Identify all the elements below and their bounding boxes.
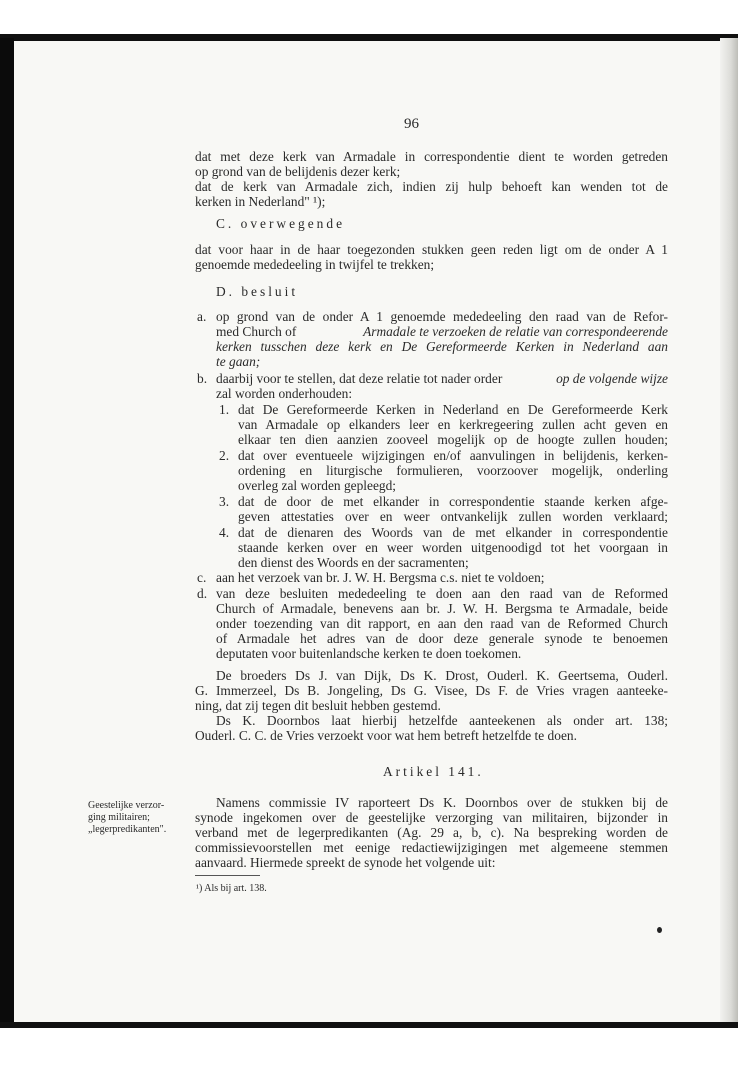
list-label: d. <box>197 586 208 601</box>
text-line: elkaar ten dien aanzien zooveel mogelijk op de hoogte zullen houden; <box>238 432 668 447</box>
scan-background-top <box>0 0 738 38</box>
text-span-italic: Armadale te verzoeken de relatie van correspondeerende <box>363 324 668 339</box>
text-line: dat met deze kerk van Armadale in correspondentie dient te worden getreden <box>195 149 668 164</box>
text-line: G. Immerzeel, Ds B. Jongeling, Ds G. Visee, Ds F. de Vries vragen aanteeke- <box>195 683 668 698</box>
text-line: geven attestaties over en weer ontvankelijk zullen worden verklaard; <box>238 509 668 524</box>
margin-note-line: Geestelijke verzor- <box>88 800 165 811</box>
margin-note-line: „legerpredikanten". <box>88 824 167 835</box>
text-line: op grond van de onder A 1 genoemde mededeeling den raad van de Refor- <box>216 309 668 324</box>
text-line: Church of Armadale, benevens aan br. J. W. H. Bergsma te Armadale, beide <box>216 601 668 616</box>
text-line: verband met de legerpredikanten (Ag. 29 a, b, c). Na bespreking worden de <box>195 825 668 840</box>
sub-list-label: 4. <box>219 525 230 540</box>
scan-background-bottom <box>0 1028 738 1068</box>
text-line <box>216 324 668 339</box>
text-line: aanvaard. Hiermede spreekt de synode het volgende uit: <box>195 855 496 870</box>
text-span: med Church of <box>216 324 300 339</box>
footnote-rule <box>195 875 260 876</box>
text-line: op grond van de belijdenis dezer kerk; <box>195 164 401 179</box>
sub-list-label: 3. <box>219 494 230 509</box>
text-line: staande kerken over en weer worden uitgenoodigd tot het voorgaan in <box>238 540 668 555</box>
text-line: ning, dat zij tegen dit besluit hebben gestemd. <box>195 698 441 713</box>
scan-border-left <box>0 38 14 1038</box>
text-line: synode ingekomen over de geestelijke verzorging van militairen, bijzonder in <box>195 810 668 825</box>
text-line: Ouderl. C. C. de Vries verzoekt voor wat hem betreft hetzelfde te doen. <box>195 728 577 743</box>
text-line: De broeders Ds J. van Dijk, Ds K. Drost, Ouderl. K. Geertsema, Ouderl. <box>216 668 668 683</box>
text-span-italic: op de volgende wijze <box>556 371 668 386</box>
text-line <box>216 371 668 386</box>
ink-speck <box>657 927 662 933</box>
text-line: dat de kerk van Armadale zich, indien zij hulp behoeft kan wenden tot de <box>195 179 668 194</box>
article-heading: Artikel 141. <box>383 764 484 779</box>
text-line-italic: te gaan; <box>216 354 261 369</box>
list-label: b. <box>197 371 208 386</box>
text-line: deputaten voor buitenlandsche kerken te doen toekomen. <box>216 646 522 661</box>
scan-border-top <box>0 34 738 41</box>
text-line: dat De Gereformeerde Kerken in Nederland en De Gereformeerde Kerk <box>238 402 668 417</box>
text-line: ordening en liturgische formulieren, voorzoover mogelijk, onderling <box>238 463 668 478</box>
page-number: 96 <box>404 116 419 132</box>
text-line: commissievoorstellen met eenige redactiewijzigingen met algemeene stemmen <box>195 840 668 855</box>
text-span: daarbij voor te stellen, dat deze relatie tot nader order <box>216 371 506 386</box>
text-line: zal worden onderhouden: <box>216 386 353 401</box>
text-line: van deze besluiten mededeeling te doen aan den raad van de Reformed <box>216 586 668 601</box>
section-heading-d: D. besluit <box>216 284 299 299</box>
margin-note-line: ging militairen; <box>88 812 150 823</box>
section-heading-c: C. overwegende <box>216 216 346 231</box>
text-line: dat de door de met elkander in correspondentie staande kerken afge- <box>238 494 668 509</box>
text-line: den dienst des Woords en der sacramenten; <box>238 555 469 570</box>
sub-list-label: 1. <box>219 402 230 417</box>
text-line: van Armadale op elkanders leer en kerkregeering zullen acht geven en <box>238 417 668 432</box>
footnote: ¹) Als bij art. 138. <box>196 883 267 894</box>
text-line: onder toezending van dit rapport, en aan den raad van de Reformed Church <box>216 616 668 631</box>
sub-list-label: 2. <box>219 448 230 463</box>
page-edge-right <box>720 38 738 1038</box>
list-label: c. <box>197 570 207 585</box>
text-line: Ds K. Doornbos laat hierbij hetzelfde aanteekenen als onder art. 138; <box>216 713 668 728</box>
list-label: a. <box>197 309 207 324</box>
text-line-italic: kerken tusschen deze kerk en De Gereformeerde Kerken in Nederland aan <box>216 339 668 354</box>
text-line: aan het verzoek van br. J. W. H. Bergsma c.s. niet te voldoen; <box>216 570 545 585</box>
text-line: of Armadale het adres van de door deze generale synode te benoemen <box>216 631 668 646</box>
text-line: genoemde mededeeling in twijfel te trekken; <box>195 257 435 272</box>
text-line: kerken in Nederland" ¹); <box>195 194 326 209</box>
text-line: dat over eventueele wijzigingen en/of aanvulingen in belijdenis, kerken- <box>238 448 668 463</box>
text-line: dat voor haar in de haar toegezonden stukken geen reden ligt om de onder A 1 <box>195 242 668 257</box>
text-line: dat de dienaren des Woords van de met elkander in correspondentie <box>238 525 668 540</box>
text-line: overleg zal worden gepleegd; <box>238 478 397 493</box>
text-line: Namens commissie IV raporteert Ds K. Doornbos over de stukken bij de <box>216 795 668 810</box>
